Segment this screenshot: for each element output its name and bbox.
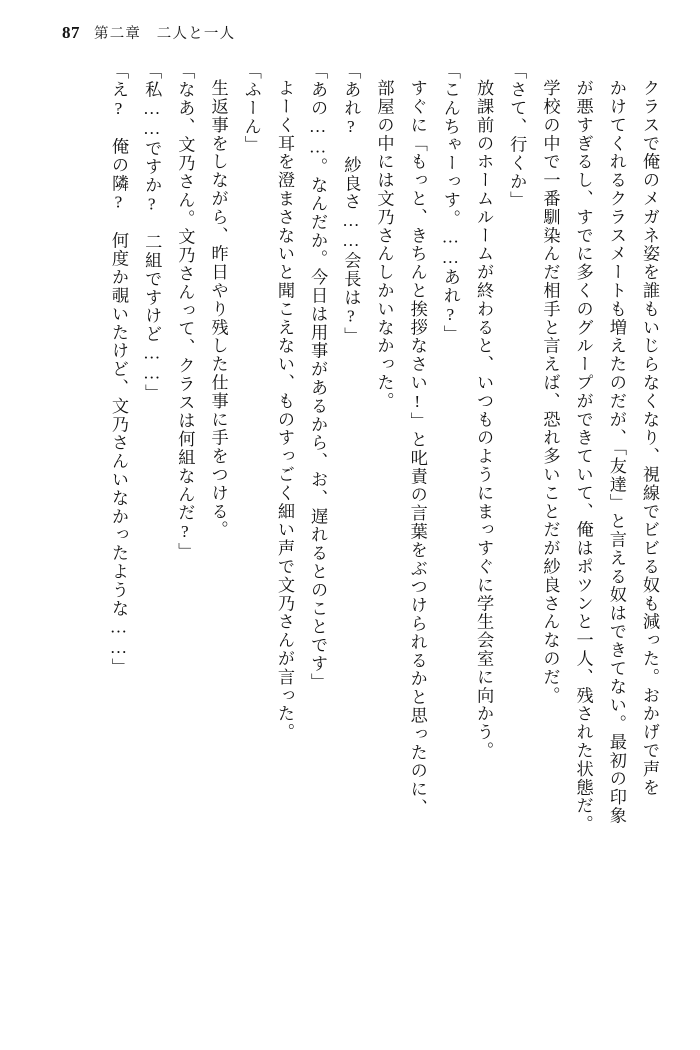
body-paragraph: 「あの……。なんだか。今日は用事があるから、お、遅れるとのことです」: [308, 62, 328, 692]
body-paragraph: 「私……ですか? 二組ですけど……」: [142, 62, 162, 403]
body-paragraph: 「え? 俺の隣? 何度か覗いたけど、文乃さんいなかったような……」: [109, 62, 128, 677]
body-paragraph: よーく耳を澄まさないと聞こえない、ものすっごく細い声で文乃さんが言った。: [274, 79, 294, 742]
body-paragraph: 「こんちゃーっす。……あれ?」: [440, 62, 460, 344]
body-paragraph: かけてくれるクラスメートも増えたのだが、「友達」と言える奴はできてない。最初の印象: [606, 79, 626, 825]
body-paragraph: 生返事をしながら、昨日やり残した仕事に手をつける。: [208, 79, 228, 540]
body-paragraph: 部屋の中には文乃さんしかいなかった。: [374, 79, 394, 411]
body-paragraph: クラスで俺のメガネ姿を誰もいじらなくなり、視線でビビる奴も減った。おかげで声を: [640, 79, 659, 797]
running-head: 第二章 二人と一人: [94, 26, 236, 42]
body-paragraph: 放課前のホームルームが終わると、いつものようにまっすぐに学生会室に向かう。: [474, 79, 494, 760]
body-paragraph: 学校の中で一番馴染んだ相手と言えば、恐れ多いことだが紗良さんなのだ。: [540, 79, 560, 705]
body-paragraph: 「なあ、文乃さん。文乃さんって、クラスは何組なんだ?」: [175, 62, 195, 561]
body-paragraph: 「さて、行くか」: [507, 62, 527, 210]
body-paragraph: 「ふーん」: [241, 62, 261, 154]
body-paragraph: 「あれ? 紗良さ……会長は?」: [341, 62, 361, 346]
body-paragraph: すぐに「もっと、きちんと挨拶なさい!」と叱責の言葉をぶつけられるかと思ったのに、: [407, 79, 427, 817]
body-paragraph: が悪すぎるし、すでに多くのグループができていて、俺はポツンと一人、残された状態だ。: [573, 79, 593, 834]
page-number: 87: [62, 23, 80, 42]
body-text: [26, 56, 674, 1026]
page-header: [26, 22, 674, 56]
